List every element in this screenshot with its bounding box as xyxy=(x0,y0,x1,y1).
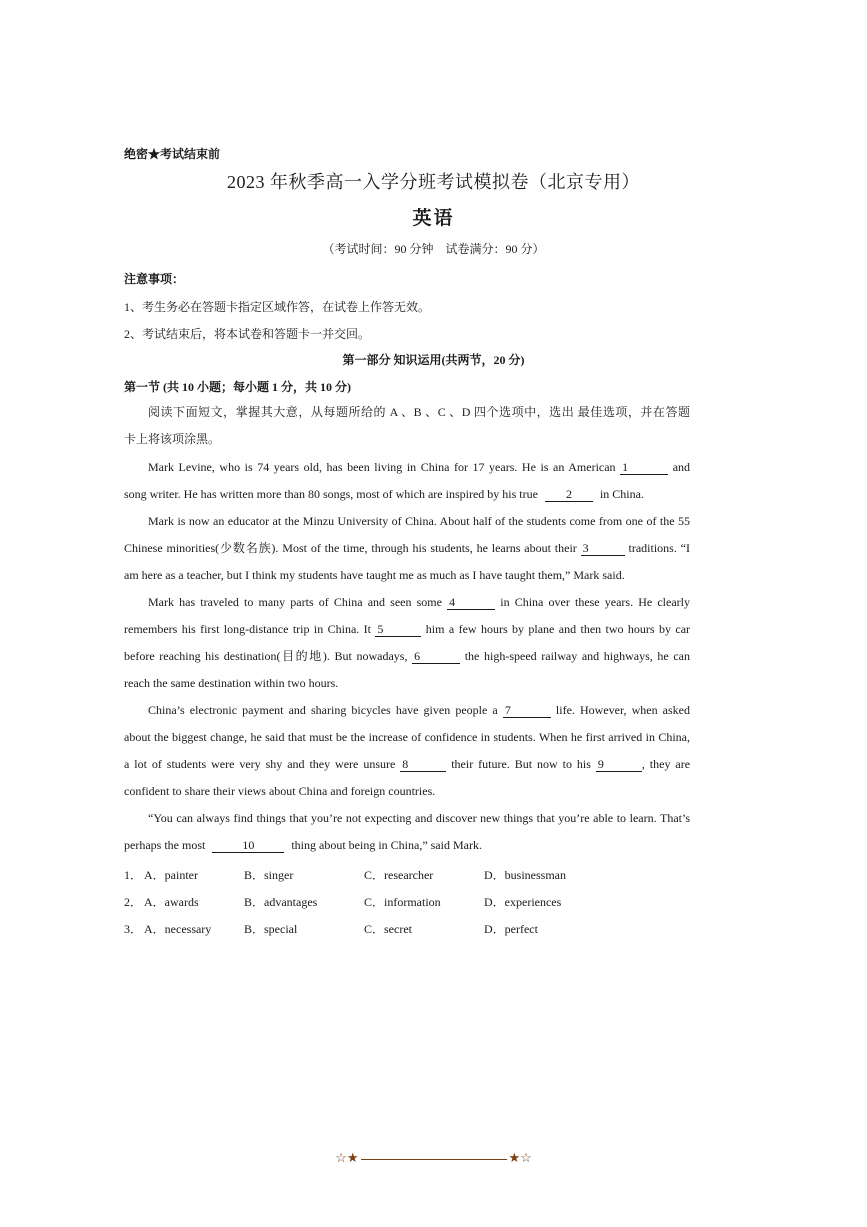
passage-text: him a few hours by plane and then two hours by car xyxy=(425,622,691,636)
blank-8: 8 xyxy=(400,758,446,772)
star-icon: ☆★ xyxy=(335,1150,359,1165)
passage-text: in China. xyxy=(599,487,644,501)
passage-text: their future. But now to his xyxy=(451,757,591,771)
blank-10: 10 xyxy=(212,839,284,853)
passage-text: in China over these years. He clearly xyxy=(500,595,691,609)
exam-info: （考试时间：90 分钟 试卷满分：90 分） xyxy=(322,242,545,256)
passage-text: Mark Levine, who is 74 years old, has been living in China for 17 years. He is an American xyxy=(148,460,616,474)
option-d: D．businessman xyxy=(484,868,566,882)
passage-line: “You can always find things that you’re not expecting and discover new things that you’re able to learn. That’s xyxy=(148,811,690,825)
passage-line xyxy=(124,751,690,778)
passage-text: and xyxy=(672,460,691,474)
section-title: 第一节 (共 10 小题；每小题 1 分，共 10 分) xyxy=(124,380,351,394)
notice-heading: 注意事项： xyxy=(124,272,185,286)
blank-4: 4 xyxy=(447,596,495,610)
page-footer xyxy=(0,1150,867,1166)
passage-text: Chinese minorities(少数名族). Most of the time, through his students, he learns about their xyxy=(124,541,577,555)
blank-9: 9 xyxy=(596,758,642,772)
footer-divider xyxy=(361,1159,507,1160)
passage-line xyxy=(124,643,690,670)
passage-line: confident to share their views about China and foreign countries. xyxy=(124,784,436,798)
passage-text: perhaps the most xyxy=(124,838,206,852)
subject-title: 英语 xyxy=(412,208,455,229)
blank-5: 5 xyxy=(375,623,421,637)
passage-text: Mark has traveled to many parts of China and seen some xyxy=(148,595,442,609)
blank-7: 7 xyxy=(503,704,551,718)
option-d: D．experiences xyxy=(484,895,562,909)
option-a: A．awards xyxy=(144,895,199,909)
passage-text: life. However, when asked xyxy=(555,703,690,717)
notice-item: 1、考生务必在答题卡指定区域作答，在试卷上作答无效。 xyxy=(124,300,431,314)
option-b: B．singer xyxy=(244,868,294,882)
blank-2: 2 xyxy=(545,488,593,502)
passage-text: song writer. He has written more than 80 songs, most of which are inspired by his true xyxy=(124,487,538,501)
passage-text: China’s electronic payment and sharing bicycles have given people a xyxy=(148,703,498,717)
passage-line: about the biggest change, he said that must be the increase of confidence in students. When he first arrived in China, xyxy=(124,730,690,744)
option-a: A．necessary xyxy=(144,922,212,936)
passage-line: reach the same destination within two hours. xyxy=(124,676,339,690)
question-number: 2． xyxy=(124,895,143,909)
question-number: 1． xyxy=(124,868,143,882)
confidential-mark: 绝密★考试结束前 xyxy=(124,147,221,161)
option-a: A．painter xyxy=(144,868,198,882)
option-c: C．information xyxy=(364,895,441,909)
passage-line xyxy=(124,616,690,643)
passage-line: Mark is now an educator at the Minzu University of China. About half of the students come from one of the 55 xyxy=(148,514,690,528)
option-c: C．secret xyxy=(364,922,412,936)
passage-line xyxy=(148,697,690,724)
passage-line: am here as a teacher, but I think my students have taught me as much as I have taught them,” Mark said. xyxy=(124,568,625,582)
notice-item: 2、考试结束后，将本试卷和答题卡一并交回。 xyxy=(124,327,371,341)
passage-line xyxy=(148,589,690,616)
passage-line xyxy=(124,481,690,508)
passage-line xyxy=(124,535,690,562)
question-number: 3． xyxy=(124,922,143,936)
option-d: D．perfect xyxy=(484,922,538,936)
blank-1: 1 xyxy=(620,461,668,475)
option-c: C．researcher xyxy=(364,868,434,882)
option-b: B．advantages xyxy=(244,895,318,909)
part-title: 第一部分 知识运用(共两节，20 分) xyxy=(342,353,525,367)
passage-text: a lot of students were very shy and they were unsure xyxy=(124,757,396,771)
passage-text: thing about being in China,” said Mark. xyxy=(291,838,482,852)
blank-3: 3 xyxy=(581,542,625,556)
instructions-line: 阅读下面短文，掌握其大意，从每题所给的 A 、B 、C 、D 四个选项中，选出 最佳选项，并在答题 xyxy=(148,405,690,419)
passage-line xyxy=(148,454,690,481)
star-icon: ★☆ xyxy=(508,1150,532,1165)
blank-6: 6 xyxy=(412,650,460,664)
passage-text: the high-speed railway and highways, he can xyxy=(464,649,691,663)
instructions-line: 卡上将该项涂黑。 xyxy=(124,432,221,446)
passage-text: traditions. “I xyxy=(628,541,691,555)
option-b: B．special xyxy=(244,922,298,936)
passage-text: remembers his first long-distance trip in China. It xyxy=(124,622,372,636)
exam-title: 2023 年秋季高一入学分班考试模拟卷（北京专用） xyxy=(227,172,640,192)
passage-text: , they are xyxy=(641,757,691,771)
passage-text: before reaching his destination(目的地). But nowadays, xyxy=(124,649,408,663)
passage-line xyxy=(124,832,690,859)
